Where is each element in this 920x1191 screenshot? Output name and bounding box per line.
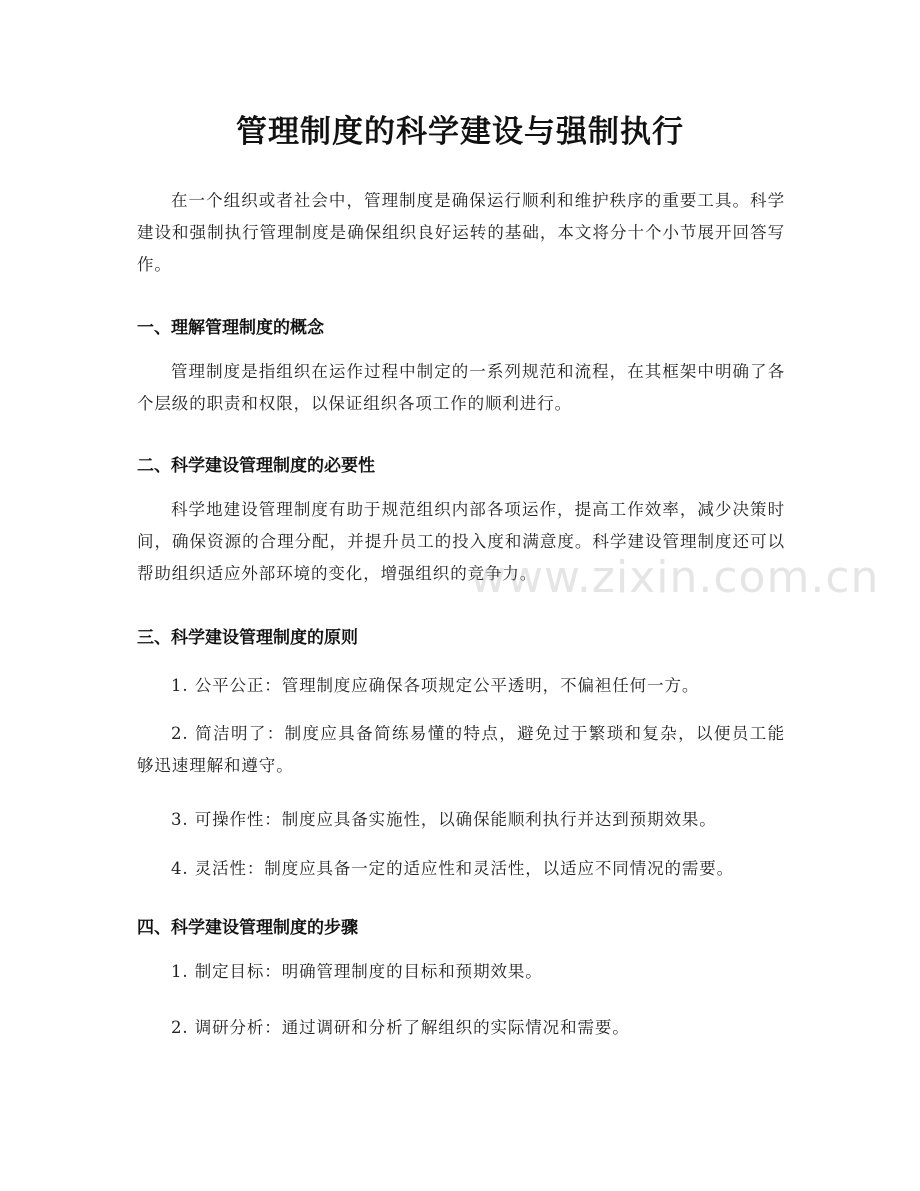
section-4-heading: 四、科学建设管理制度的步骤 — [137, 918, 358, 938]
list-item: 2. 调研分析：通过调研和分析了解组织的实际情况和需要。 — [171, 1018, 630, 1037]
section-1-body: 管理制度是指组织在运作过程中制定的一系列规范和流程，在其框架中明确了各个层级的职责和权限，以保证组织各项工作的顺利进行。 — [137, 362, 785, 413]
page-title: 管理制度的科学建设与强制执行 — [236, 114, 684, 150]
intro-paragraph: 在一个组织或者社会中，管理制度是确保运行顺利和维护秩序的重要工具。科学建设和强制执行管理制度是确保组织良好运转的基础，本文将分十个小节展开回答写作。 — [137, 191, 785, 274]
watermark: www.zixin.com.cn — [470, 552, 880, 603]
list-item: 1. 制定目标：明确管理制度的目标和预期效果。 — [171, 962, 543, 981]
section-2-heading: 二、科学建设管理制度的必要性 — [137, 456, 375, 476]
section-3-heading: 三、科学建设管理制度的原则 — [137, 628, 358, 648]
list-item: 4. 灵活性：制度应具备一定的适应性和灵活性，以适应不同情况的需要。 — [171, 859, 735, 878]
list-item: 1. 公平公正：管理制度应确保各项规定公平透明，不偏袒任何一方。 — [171, 676, 700, 695]
list-item: 2. 简洁明了：制度应具备简练易懂的特点，避免过于繁琐和复杂，以便员工能够迅速理解和遵守。 — [137, 724, 785, 775]
list-item: 3. 可操作性：制度应具备实施性，以确保能顺利执行并达到预期效果。 — [171, 810, 717, 829]
section-1-heading: 一、理解管理制度的概念 — [137, 318, 324, 338]
section-2-body: 科学地建设管理制度有助于规范组织内部各项运作，提高工作效率，减少决策时间，确保资源的合理分配，并提升员工的投入度和满意度。科学建设管理制度还可以帮助组织适应外部环境的变化，增强组织的竞争力。 — [137, 500, 785, 583]
